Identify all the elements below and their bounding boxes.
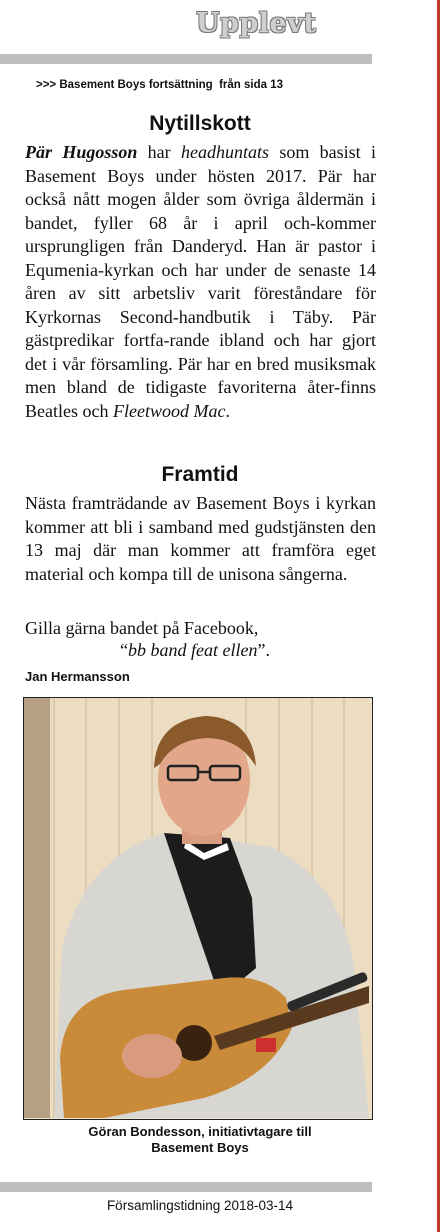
facebook-page-name (120, 639, 370, 663)
heading-nytillskott: Nytillskott (149, 112, 251, 135)
facebook-line: Gilla gärna bandet på Facebook, (25, 618, 259, 638)
article-paragraph-framtid: Nästa framträdande av Basement Boys i kyrkan kommer att bli i samband med gudstjänsten den 13 maj där man kommer att framföra eget material och kompa till de unisona sångerna. (25, 493, 376, 584)
facebook-name: bb band feat ellen (128, 640, 258, 660)
quote-open: “ (120, 640, 128, 660)
caption-line-1: Göran Bondesson, initiativtagare till (88, 1124, 312, 1139)
photo-illustration (24, 698, 371, 1118)
page-edge-rule (437, 0, 440, 1232)
text-segment: som basist i Basement Boys under hösten 2017. Pär har också nått mogen ålder som övriga åldermän i bandet, fyller 68 år i april och-kommer ursprungligen från Danderyd. Han är pastor i Equmenia-kyrkan och har under de senaste 14 åren av sitt arbetsliv varit föreståndare för Kyrkornas Second-handbutik i Täby. Pär gästpredikar fortfa-rande ibland och har gjort det i vår församling. Pär har en bred musiksmak men bland de tidigaste favoriterna åter-finns Beatles och (25, 142, 376, 421)
author-signature: Jan Hermansson (25, 669, 130, 684)
person-name: Pär Hugosson (25, 142, 138, 162)
page-footer: Församlingstidning 2018-03-14 (106, 1198, 294, 1213)
heading-framtid: Framtid (161, 463, 239, 486)
article-paragraph-nytillskott (25, 141, 376, 423)
header-divider-bar (0, 54, 372, 64)
continuation-note: >>> Basement Boys fortsättning från sida 13 (36, 79, 284, 91)
section-title: Upplevt (196, 8, 317, 39)
band-name-fleetwood: Fleetwood Mac (112, 400, 226, 421)
photo-goran-bondesson (23, 697, 373, 1120)
text-segment: har (137, 142, 181, 162)
sticker (256, 1038, 276, 1052)
photo-caption (40, 1124, 360, 1156)
quote-close: ”. (257, 640, 270, 660)
left-hand (122, 1034, 182, 1078)
caption-line-2: Basement Boys (151, 1140, 249, 1155)
left-shadow (24, 698, 50, 1118)
emphasis-headhuntats: headhuntats (181, 142, 269, 162)
footer-divider-bar (0, 1182, 372, 1192)
text-segment: . (225, 400, 230, 421)
